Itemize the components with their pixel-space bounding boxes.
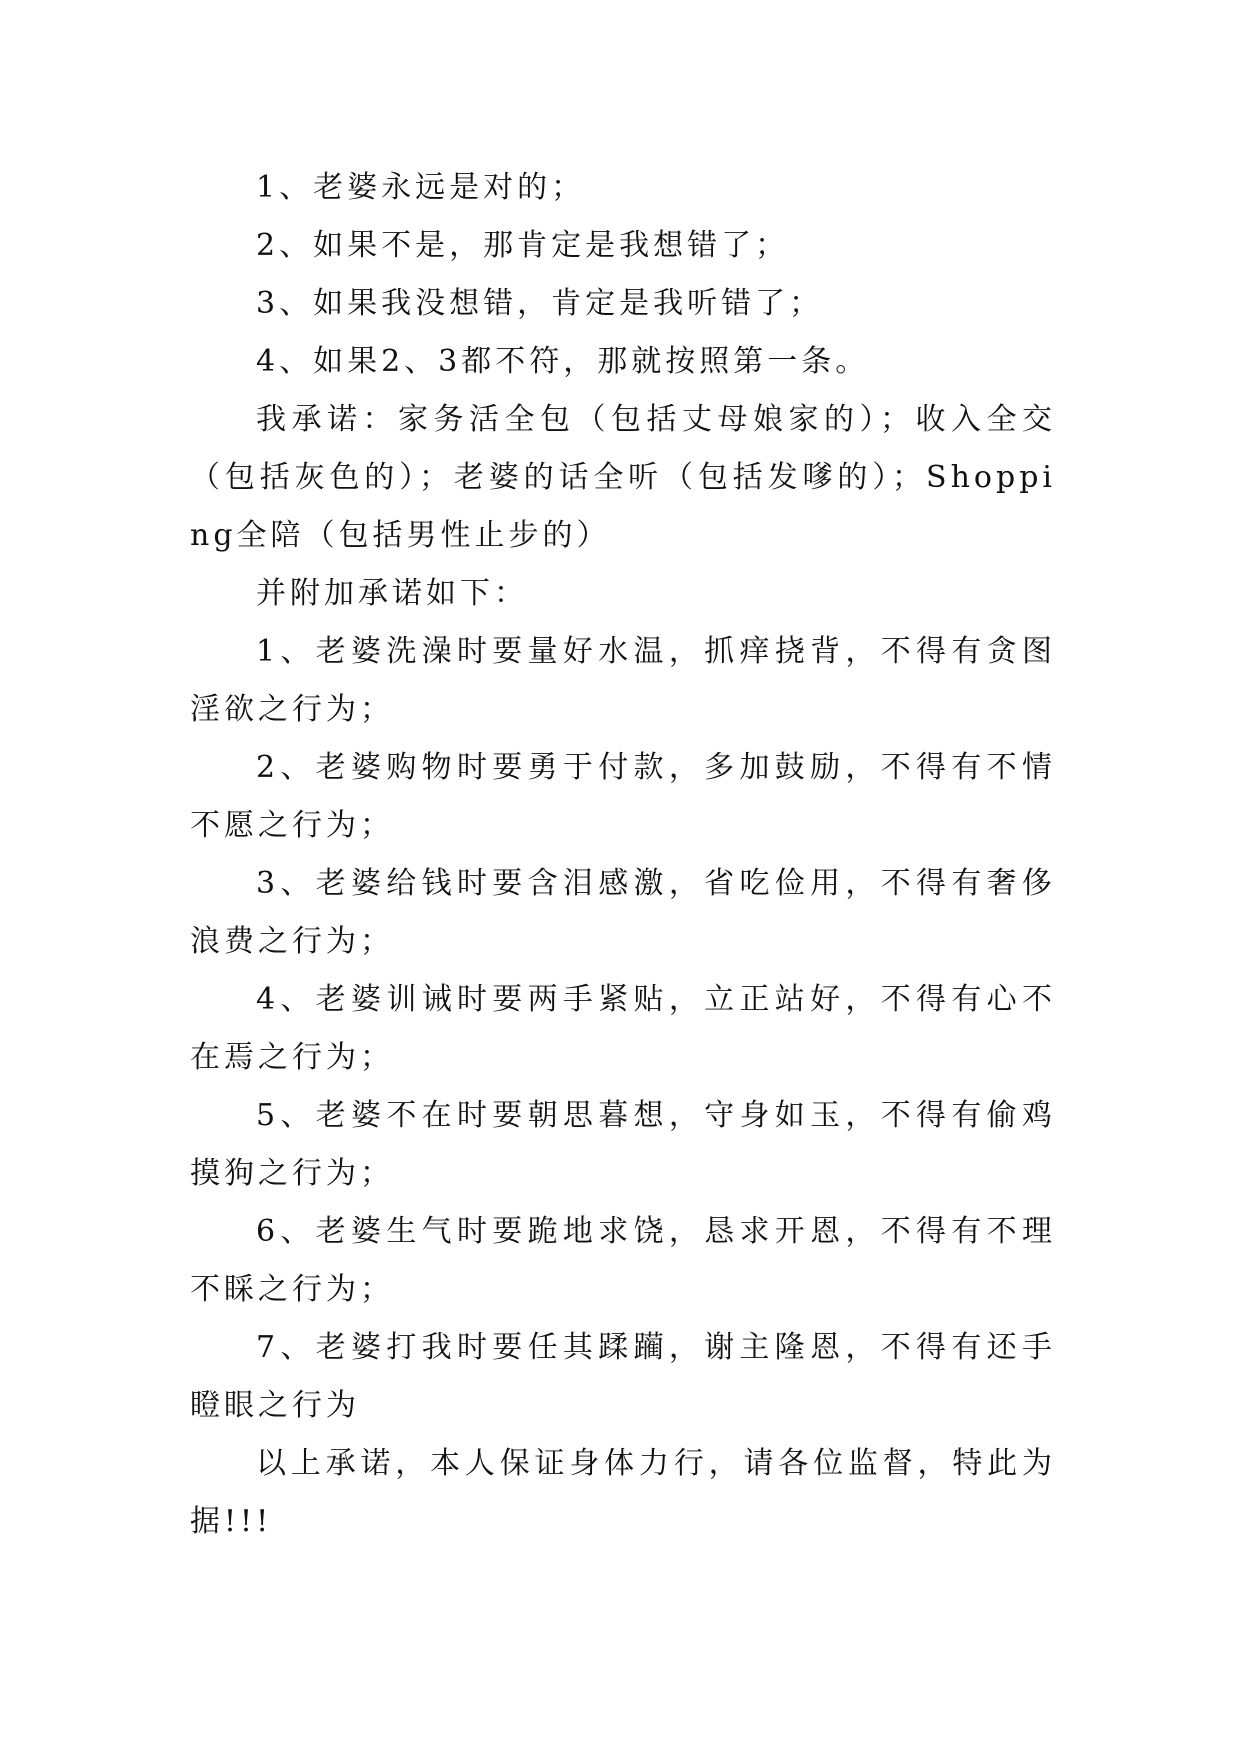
additional-promise-heading: 并附加承诺如下： bbox=[256, 576, 528, 611]
additional-item-4: 4、老婆训诫时要两手紧贴，立正站好，不得有心不在焉之行为； bbox=[190, 982, 1056, 1075]
additional-item-2: 2、老婆购物时要勇于付款，多加鼓励，不得有不情不愿之行为； bbox=[190, 750, 1056, 843]
rule-3: 3、如果我没想错，肯定是我听错了； bbox=[256, 286, 824, 321]
additional-item-7: 7、老婆打我时要任其蹂躏，谢主隆恩，不得有还手瞪眼之行为 bbox=[190, 1330, 1056, 1423]
promise-paragraph: 我承诺：家务活全包（包括丈母娘家的）；收入全交（包括灰色的）；老婆的话全听（包括发嗲的）；Shopping全陪（包括男性止步的） bbox=[190, 402, 1056, 553]
document-body bbox=[190, 159, 1056, 1551]
additional-item-3: 3、老婆给钱时要含泪感激，省吃俭用，不得有奢侈浪费之行为； bbox=[190, 866, 1056, 959]
closing-statement: 以上承诺，本人保证身体力行，请各位监督，特此为据!!! bbox=[190, 1446, 1056, 1539]
additional-item-1: 1、老婆洗澡时要量好水温，抓痒挠背，不得有贪图淫欲之行为； bbox=[190, 634, 1056, 727]
rule-4: 4、如果2、3都不符，那就按照第一条。 bbox=[256, 344, 870, 379]
rule-1: 1、老婆永远是对的； bbox=[256, 170, 586, 205]
additional-item-5: 5、老婆不在时要朝思暮想，守身如玉，不得有偷鸡摸狗之行为； bbox=[190, 1098, 1056, 1191]
rule-2: 2、如果不是，那肯定是我想错了； bbox=[256, 228, 790, 263]
additional-item-6: 6、老婆生气时要跪地求饶，恳求开恩，不得有不理不睬之行为； bbox=[190, 1214, 1056, 1307]
